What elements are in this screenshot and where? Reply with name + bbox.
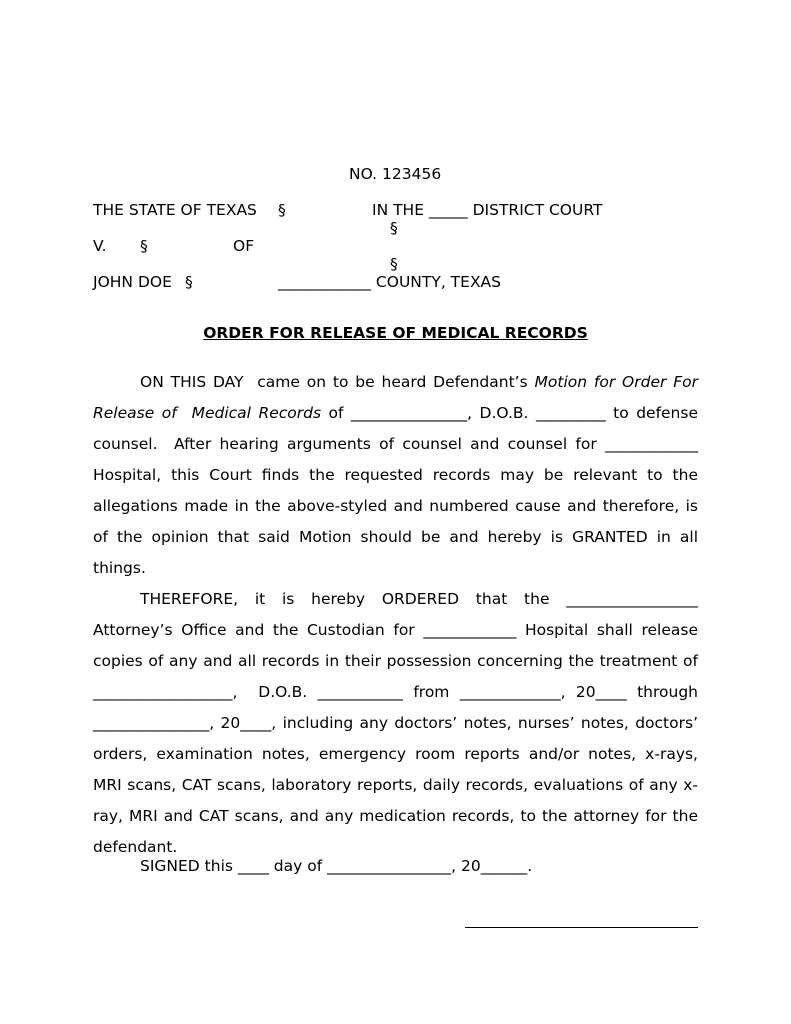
caption-left-line3: JOHN DOE (93, 273, 172, 291)
paragraph-line: Hospital, this Court finds the requested records may be relevant to the (93, 466, 698, 484)
caption-left-line1: THE STATE OF TEXAS (93, 201, 257, 219)
caption-section-symbol: § (390, 255, 398, 273)
caption-right-line2: OF (233, 237, 255, 255)
order-title: ORDER FOR RELEASE OF MEDICAL RECORDS (203, 324, 588, 342)
caption-left-line2: V. (93, 237, 107, 255)
paragraph-line: defendant. (93, 838, 178, 856)
paragraph-line: MRI scans, CAT scans, laboratory reports, daily records, evaluations of any x- (93, 776, 698, 794)
judge-signature-line (465, 927, 698, 928)
caption-section-symbol: § (140, 237, 148, 255)
caption-right-line1: IN THE _____ DISTRICT COURT (372, 201, 603, 219)
paragraph-order (93, 584, 698, 863)
case-number: NO. 123456 (349, 165, 442, 183)
paragraph-line: Release of Medical Records of _______________, D.O.B. _________ to defense (93, 404, 698, 422)
signed-line: SIGNED this ____ day of ________________, 20______. (140, 857, 533, 875)
paragraph-line: copies of any and all records in their possession concerning the treatment of (93, 652, 698, 670)
paragraph-line: THEREFORE, it is hereby ORDERED that the _________________ (140, 590, 698, 608)
paragraph-line: _______________, 20____, including any doctors’ notes, nurses’ notes, doctors’ (93, 714, 698, 732)
paragraph-line: counsel. After hearing arguments of counsel and counsel for ____________ (93, 435, 698, 453)
paragraph-line: of the opinion that said Motion should be and hereby is GRANTED in all (93, 528, 698, 546)
paragraph-line: things. (93, 559, 146, 577)
caption-right-line3: ____________ COUNTY, TEXAS (278, 273, 502, 291)
caption-section-symbol: § (185, 273, 193, 291)
paragraph-line: __________________, D.O.B. ___________ from _____________, 20____ through (93, 683, 698, 701)
paragraph-line: ON THIS DAY came on to be heard Defendant’s Motion for Order For (140, 373, 698, 391)
caption-section-symbol: § (278, 201, 286, 219)
paragraph-line: allegations made in the above-styled and numbered cause and therefore, is (93, 497, 698, 515)
paragraph-findings (93, 367, 698, 584)
paragraph-line: ray, MRI and CAT scans, and any medication records, to the attorney for the (93, 807, 698, 825)
paragraph-line: orders, examination notes, emergency room reports and/or notes, x-rays, (93, 745, 698, 763)
caption-section-symbol: § (390, 219, 398, 237)
paragraph-line: Attorney’s Office and the Custodian for ____________ Hospital shall release (93, 621, 698, 639)
